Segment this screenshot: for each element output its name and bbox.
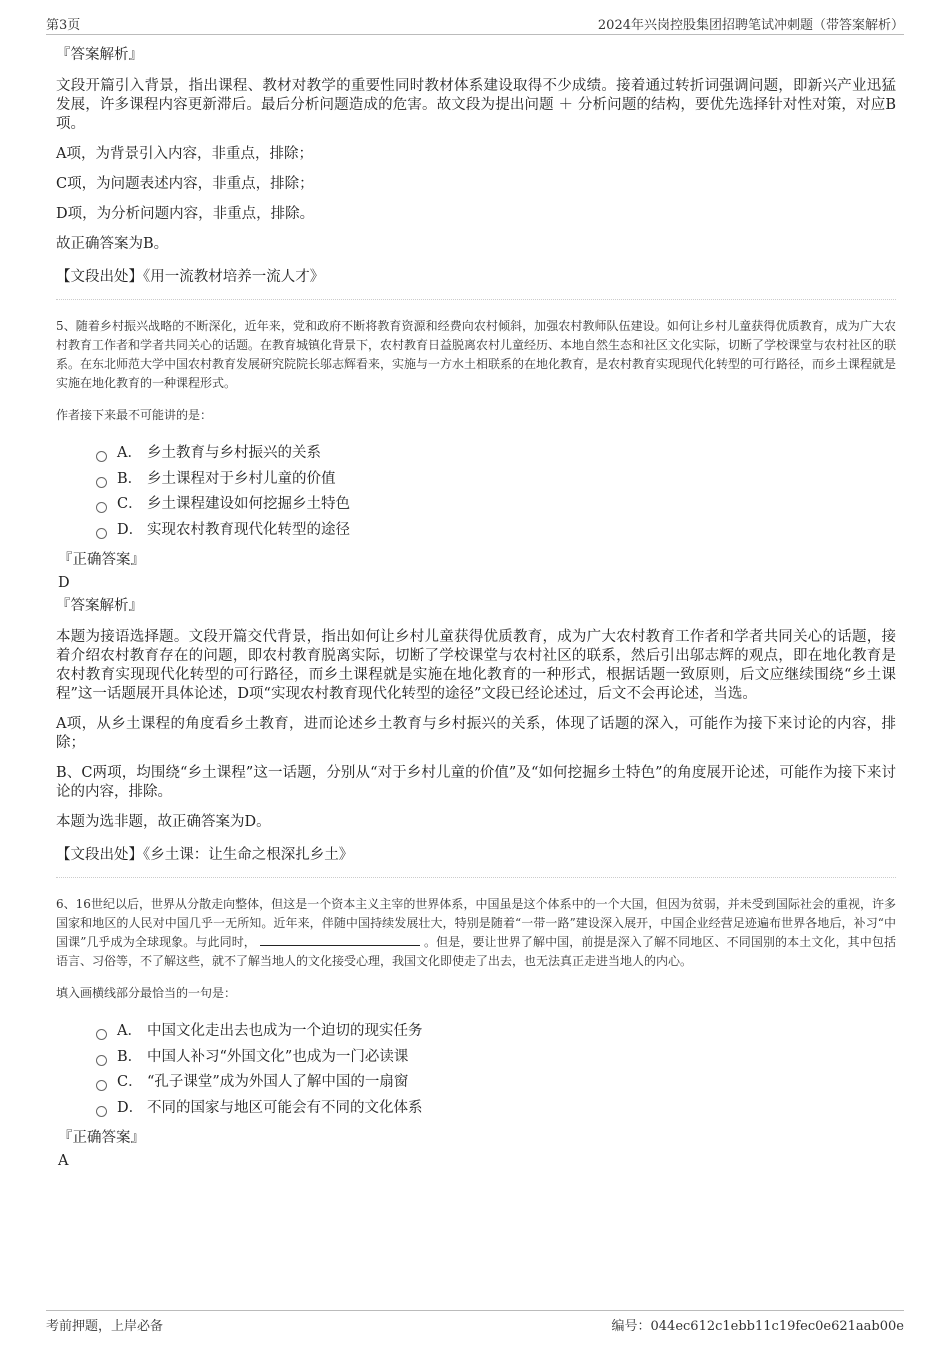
option-letter: D． (117, 521, 144, 538)
question-5-stem: 5、随着乡村振兴战略的不断深化，近年来，党和政府不断将教育资源和经费向农村倾斜，加强农村教师队伍建设。如何让乡村儿童获得优质教育，成为广大农村教育工作者和学者共同关心的话题。在教育城镇化背景下，农村教育日益脱离农村儿童经历、本地自然生态和社区文化实际，切断了学校课堂与农村社区的联系。在东北师范大学中国农村教育发展研究院院长邬志辉看来，实施与一方水土相联系的在地化教育，是农村教育实现现代化转型的可行路径，而乡土课程就是实施在地化教育的一种课程形式。 (56, 319, 897, 390)
radio-icon[interactable] (96, 502, 107, 513)
option-letter: B． (117, 1048, 143, 1065)
analysis-conclusion: 本题为选非题，故正确答案为D。 (56, 814, 271, 830)
option-letter: B． (117, 470, 143, 487)
page-footer (46, 1310, 904, 1333)
analysis-paragraph: D项，为分析问题内容，非重点，排除。 (56, 206, 315, 222)
document-title: 2024年兴岗控股集团招聘笔试冲刺题（带答案解析） (597, 18, 904, 33)
page-number: 第3页 (46, 18, 81, 33)
option-letter: C． (117, 496, 143, 513)
option-letter: A． (117, 445, 142, 462)
option-text: “孔子课堂”成为外国人了解中国的一扇窗 (147, 1074, 409, 1091)
analysis-conclusion: 故正确答案为B。 (56, 236, 169, 252)
option-letter: C． (117, 1074, 143, 1091)
radio-icon[interactable] (96, 451, 107, 462)
option-text: 乡土课程建设如何挖掘乡土特色 (147, 496, 350, 513)
analysis-paragraph: C项，为问题表述内容，非重点，排除； (56, 176, 314, 192)
source-citation: 【文段出处】《乡土课：让生命之根深扎乡土》 (56, 847, 354, 863)
correct-answer: D (58, 575, 70, 591)
analysis-tag: 『答案解析』 (56, 47, 143, 63)
option-b[interactable] (96, 1045, 896, 1071)
radio-icon[interactable] (96, 477, 107, 488)
radio-icon[interactable] (96, 1080, 107, 1091)
correct-answer-tag: 『正确答案』 (58, 1130, 145, 1146)
question-6-options (96, 1019, 896, 1121)
radio-icon[interactable] (96, 1055, 107, 1066)
question-6-prompt: 填入画横线部分最恰当的一句是： (56, 986, 237, 1000)
option-c[interactable] (96, 1070, 896, 1096)
divider (56, 299, 896, 301)
option-text: 中国文化走出去也成为一个迫切的现实任务 (147, 1023, 423, 1040)
analysis-tag: 『答案解析』 (56, 598, 143, 614)
option-d[interactable] (96, 518, 896, 544)
analysis-paragraph: A项，从乡土课程的角度看乡土教育，进而论述乡土教育与乡村振兴的关系，体现了话题的深入，可能作为接下来讨论的内容，排除； (56, 716, 896, 751)
option-text: 不同的国家与地区可能会有不同的文化体系 (147, 1099, 423, 1116)
source-citation: 【文段出处】《用一流教材培养一流人才》 (56, 269, 325, 285)
question-5-options (96, 441, 896, 543)
page-content (56, 46, 896, 1175)
fill-blank (260, 933, 420, 946)
analysis-paragraph: 本题为接语选择题。文段开篇交代背景，指出如何让乡村儿童获得优质教育，成为广大农村教育工作者和学者共同关心的话题，接着介绍农村教育存在的问题，即农村教育脱离实际，切断了学校课堂与农村社区的联系，然后引出邬志辉的观点，即在地化教育是农村教育实现现代化转型的可行路径，而乡土课程就是实施在地化教育的一种形式，根据话题一致原则，后文应继续围绕“乡土课程”这一话题展开具体论述，D项“实现农村教育现代化转型的途径”文段已经论述过，后文不会再论述，当选。 (56, 629, 896, 702)
option-letter: D． (117, 1099, 144, 1116)
analysis-paragraph: B、C两项，均围绕“乡土课程”这一话题，分别从“对于乡村儿童的价值”及“如何挖掘乡土特色”的角度展开论述，可能作为接下来讨论的内容，排除。 (56, 765, 896, 800)
option-text: 中国人补习“外国文化”也成为一门必读课 (147, 1048, 409, 1065)
radio-icon[interactable] (96, 1106, 107, 1117)
document-id: 编号：044ec612c1ebb11c19fec0e621aab00e (611, 1319, 904, 1334)
divider (56, 877, 896, 879)
stem-text: 6、16世纪以后，世界从分散走向整体，但这是一个资本主义主宰的世界体系，中国虽是这个体系中的一个大国，但因为贫弱，并未受到国际社会的重视，许多国家和地区的人民对中国几乎一无所知。近年来，伴随中国持续发展壮大，特别是随着“一带一路”建设深入展开，中国企业经营足迹遍布世界各地后，补习“中国课”几乎成为全球现象。与此同时， (56, 897, 896, 949)
option-text: 乡土课程对于乡村儿童的价值 (147, 470, 336, 487)
radio-icon[interactable] (96, 1029, 107, 1040)
option-letter: A． (117, 1023, 142, 1040)
question-5-prompt: 作者接下来最不可能讲的是： (56, 408, 213, 422)
correct-answer-tag: 『正确答案』 (58, 552, 145, 568)
option-b[interactable] (96, 467, 896, 493)
option-text: 乡土教育与乡村振兴的关系 (147, 445, 321, 462)
question-6-stem (56, 895, 896, 971)
option-text: 实现农村教育现代化转型的途径 (147, 521, 350, 538)
page-header (46, 12, 904, 35)
stem-text: 。但是，要让世界了解中国，前提是深入了解不同地区、不同国别的本土文化，其中包括语言、习俗等，不了解这些，就不了解当地人的文化接受心理，我国文化即使走了出去，也无法真正走进当地人的内心。 (56, 935, 896, 968)
option-d[interactable] (96, 1096, 896, 1122)
radio-icon[interactable] (96, 528, 107, 539)
footer-slogan: 考前押题，上岸必备 (46, 1319, 164, 1334)
option-a[interactable] (96, 1019, 896, 1045)
analysis-paragraph: A项，为背景引入内容，非重点，排除； (56, 146, 313, 162)
option-c[interactable] (96, 492, 896, 518)
option-a[interactable] (96, 441, 896, 467)
analysis-paragraph: 文段开篇引入背景，指出课程、教材对教学的重要性同时教材体系建设取得不少成绩。接着通过转折词强调问题，即新兴产业迅猛发展，许多课程内容更新滞后。最后分析问题造成的危害。故文段为提出问题 ＋ 分析问题的结构，要优先选择针对性对策，对应B项。 (56, 78, 896, 132)
correct-answer: A (58, 1153, 69, 1169)
